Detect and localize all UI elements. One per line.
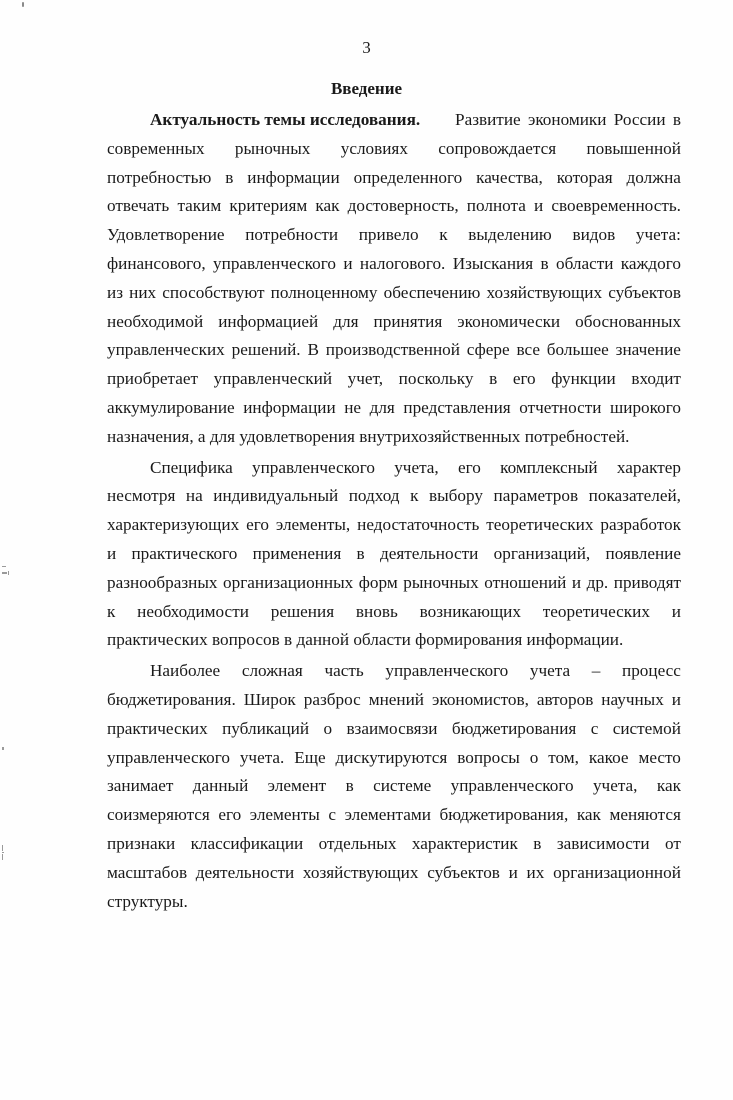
text-line bbox=[107, 135, 681, 164]
line-text: Удовлетворение потребности привело к выделению видов учета: bbox=[107, 225, 681, 245]
text-line bbox=[107, 888, 681, 917]
line-text: Специфика управленческого учета, его комплексный характер bbox=[150, 457, 681, 477]
line-text: и практического применения в деятельности организаций, появление bbox=[107, 543, 681, 563]
line-text: бюджетирования. Широк разброс мнений экономистов, авторов научных и bbox=[107, 689, 681, 709]
line-text: характеризующих его элементы, недостаточность теоретических разработок bbox=[107, 515, 681, 535]
line-text: управленческих решений. В производственной сфере все большее значение bbox=[107, 340, 681, 360]
scan-artifact bbox=[2, 854, 3, 860]
scan-artifact bbox=[2, 852, 4, 853]
line-text: структуры. bbox=[107, 891, 188, 911]
text-line bbox=[107, 106, 681, 135]
text-line bbox=[107, 657, 681, 686]
text-line bbox=[107, 365, 681, 394]
text-line bbox=[107, 686, 681, 715]
page-number: 3 bbox=[362, 38, 371, 57]
text-line bbox=[107, 221, 681, 250]
text-line bbox=[107, 511, 681, 540]
line-text: практических вопросов в данной области формирования информации. bbox=[107, 630, 624, 650]
line-text: необходимой информацией для принятия экономически обоснованных bbox=[107, 311, 681, 331]
text-line bbox=[107, 164, 681, 193]
text-line bbox=[107, 540, 681, 569]
scan-artifact bbox=[22, 2, 24, 7]
text-line bbox=[107, 308, 681, 337]
text-line bbox=[107, 744, 681, 773]
text-line bbox=[107, 859, 681, 888]
text-line bbox=[107, 801, 681, 830]
text-line bbox=[107, 569, 681, 598]
scan-artifact bbox=[2, 566, 6, 567]
text-line bbox=[107, 192, 681, 221]
line-text: отвечать таким критериям как достоверность, полнота и своевременность. bbox=[107, 196, 681, 216]
scan-artifact bbox=[2, 572, 7, 574]
scan-artifact bbox=[2, 747, 4, 750]
line-text: из них способствуют полноценному обеспечению хозяйствующих субъектов bbox=[107, 282, 681, 302]
section-heading: Введение bbox=[330, 79, 403, 98]
text-line bbox=[107, 454, 681, 483]
line-text: несмотря на индивидуальный подход к выбору параметров показателей, bbox=[107, 486, 681, 506]
line-text: практических публикаций о взаимосвязи бюджетирования с системой bbox=[107, 718, 681, 738]
line-text: современных рыночных условиях сопровождается повышенной bbox=[107, 138, 681, 158]
text-line bbox=[107, 772, 681, 801]
text-line bbox=[107, 626, 681, 655]
text-line bbox=[107, 598, 681, 627]
text-line bbox=[107, 482, 681, 511]
line-text: приобретает управленческий учет, поскольку в его функции входит bbox=[107, 369, 681, 389]
text-line bbox=[107, 250, 681, 279]
line-text: масштабов деятельности хозяйствующих субъектов и их организационной bbox=[107, 862, 681, 882]
text-line bbox=[107, 279, 681, 308]
scan-artifact bbox=[8, 571, 9, 575]
line-text: аккумулирование информации не для представления отчетности широкого bbox=[107, 397, 681, 417]
line-text: занимает данный элемент в системе управленческого учета, как bbox=[107, 776, 681, 796]
line-text: признаки классификации отдельных характеристик в зависимости от bbox=[107, 833, 681, 853]
line-text: разнообразных организационных форм рыночных отношений и др. приводят bbox=[107, 572, 681, 592]
line-text: соизмеряются его элементы с элементами бюджетирования, как меняются bbox=[107, 805, 681, 825]
line-text: к необходимости решения вновь возникающих теоретических и bbox=[107, 601, 681, 621]
text-line bbox=[107, 423, 681, 452]
paragraph-specifics bbox=[107, 454, 681, 656]
scan-artifact bbox=[2, 845, 3, 851]
line-text: потребностью в информации определенного качества, которая должна bbox=[107, 167, 681, 187]
text-line bbox=[107, 394, 681, 423]
text-line bbox=[107, 830, 681, 859]
paragraph-relevance bbox=[107, 106, 681, 452]
paragraph-budgeting bbox=[107, 657, 681, 916]
line-text: управленческого учета. Еще дискутируются вопросы о том, какое место bbox=[107, 747, 681, 767]
line-text: финансового, управленческого и налогового. Изыскания в области каждого bbox=[107, 253, 681, 273]
line-text: назначения, а для удовлетворения внутрихозяйственных потребностей. bbox=[107, 426, 630, 446]
text-line bbox=[107, 336, 681, 365]
paragraph-lead: Актуальность темы исследования. bbox=[150, 110, 421, 129]
line-text: Наиболее сложная часть управленческого учета – процесс bbox=[150, 661, 681, 681]
body-text bbox=[107, 106, 681, 916]
text-line bbox=[107, 715, 681, 744]
line-text: Развитие экономики России в bbox=[455, 110, 681, 129]
